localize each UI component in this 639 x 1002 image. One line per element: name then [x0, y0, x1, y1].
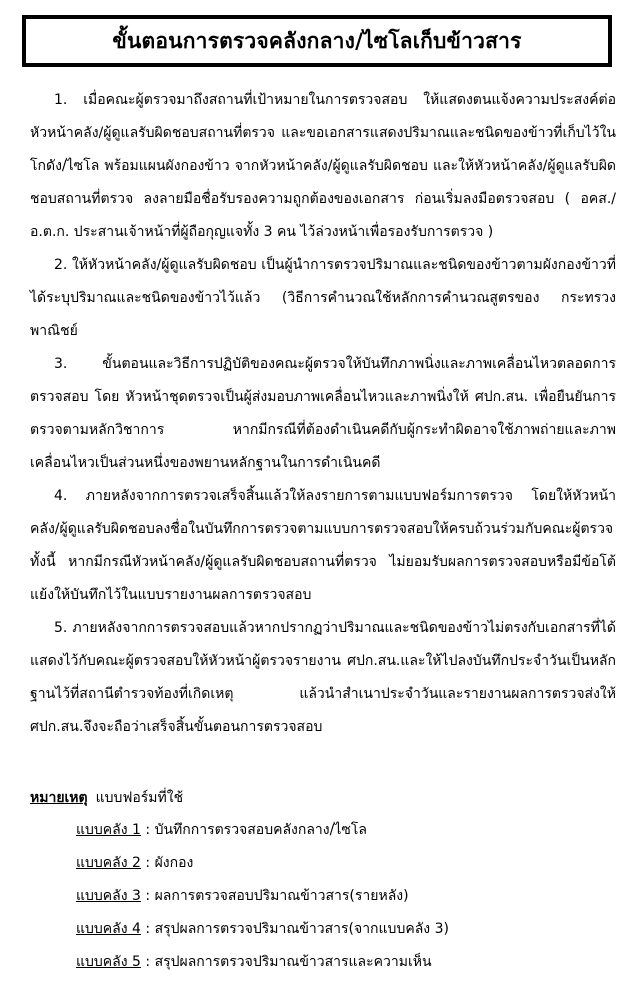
form-name: แบบคลัง 4	[76, 921, 141, 937]
form-name: แบบคลัง 1	[76, 822, 141, 838]
procedure-step-3: 3. ขั้นตอนและวิธีการปฏิบัติของคณะผู้ตรวจให้บันทึกภาพนิ่งและภาพเคลื่อนไหวตลอดการตรวจสอบ โดย หัวหน้าชุดตรวจเป็นผู้ส่งมอบภาพเคลื่อนไหวและภาพนิ่งให้ ศปก.สน. เพื่อยืนยันการตรวจตามหลักวิชาการ หากมีกรณีที่ต้องดำเนินคดีกับผู้กระทำผิดอาจใช้ภาพถ่ายและภาพเคลื่อนไหวเป็นส่วนหนึ่งของพยานหลักฐานในการดำเนินคดี	[30, 356, 616, 471]
form-description: ผังกอง	[154, 855, 194, 871]
form-name: แบบคลัง 3	[76, 888, 141, 904]
form-item	[30, 847, 616, 880]
form-item	[30, 814, 616, 847]
procedure-step-4: 4. ภายหลังจากการตรวจเสร็จสิ้นแล้วให้ลงรายการตามแบบฟอร์มการตรวจ โดยให้หัวหน้าคลัง/ผู้ดูแลรับผิดชอบลงชื่อในบันทึกการตรวจตามแบบการตรวจสอบให้ครบถ้วนร่วมกับคณะผู้ตรวจ ทั้งนี้ หากมีกรณีหัวหน้าคลัง/ผู้ดูแลรับผิดชอบสถานที่ตรวจ ไม่ยอมรับผลการตรวจสอบหรือมีข้อโต้แย้งให้บันทึกไว้ในแบบรายงานผลการตรวจสอบ	[30, 488, 616, 603]
document-title: ขั้นตอนการตรวจคลังกลาง/ไซโลเก็บข้าวสาร	[112, 28, 522, 53]
procedure-step-2: 2. ให้หัวหน้าคลัง/ผู้ดูแลรับผิดชอบ เป็นผู้นำการตรวจปริมาณและชนิดของข้าวตามผังกองข้าวที่ได้ระบุปริมาณและชนิดของข้าวไว้แล้ว (วิธีการคำนวณใช้หลักการคำนวณสูตรของ กระทรวงพาณิชย์	[30, 257, 616, 339]
procedure-step-5: 5. ภายหลังจากการตรวจสอบแล้วหากปรากฏว่าปริมาณและชนิดของข้าวไม่ตรงกับเอกสารที่ได้แสดงไว้กับคณะผู้ตรวจสอบให้หัวหน้าผู้ตรวจรายงาน ศปก.สน.และให้ไปลงบันทึกประจำวันเป็นหลักฐานไว้ที่สถานีตำรวจท้องที่เกิดเหตุ แล้วนำสำเนาประจำวันและรายงานผลการตรวจส่งให้ ศปก.สน.จึงจะถือว่าเสร็จสิ้นขั้นตอนการตรวจสอบ	[30, 620, 616, 735]
form-description: สรุปผลการตรวจปริมาณข้าวสารและความเห็น	[154, 954, 432, 970]
form-item	[30, 946, 616, 979]
form-item	[30, 913, 616, 946]
form-name: แบบคลัง 5	[76, 954, 141, 970]
procedure-step-1: 1. เมื่อคณะผู้ตรวจมาถึงสถานที่เป้าหมายในการตรวจสอบ ให้แสดงตนแจ้งความประสงค์ต่อหัวหน้าคลัง/ผู้ดูแลรับผิดชอบสถานที่ตรวจ และขอเอกสารแสดงปริมาณและชนิดของข้าวที่เก็บไว้ในโกดัง/ไซโล พร้อมแผนผังกองข้าว จากหัวหน้าคลัง/ผู้ดูแลรับผิดชอบ และให้หัวหน้าคลัง/ผู้ดูแลรับผิดชอบสถานที่ตรวจ ลงลายมือชื่อรับรองความถูกต้องของเอกสาร ก่อนเริ่มลงมือตรวจสอบ ( อคส./อ.ต.ก. ประสานเจ้าหน้าที่ผู้ถือกุญแจทั้ง 3 คน ไว้ล่วงหน้าเพื่อรองรับการตรวจ )	[30, 92, 616, 240]
procedure-body	[30, 84, 616, 744]
form-separator: :	[140, 954, 155, 970]
form-separator: :	[140, 822, 155, 838]
form-item	[30, 880, 616, 913]
form-description: สรุปผลการตรวจปริมาณข้าวสาร(จากแบบคลัง 3)	[154, 921, 449, 937]
form-description: บันทึกการตรวจสอบคลังกลาง/ไซโล	[154, 822, 367, 838]
form-separator: :	[140, 921, 155, 937]
form-separator: :	[140, 888, 155, 904]
title-box	[22, 15, 612, 67]
form-list	[30, 814, 616, 979]
form-name: แบบคลัง 2	[76, 855, 141, 871]
note-header	[30, 782, 616, 814]
note-section	[30, 782, 616, 979]
form-separator: :	[140, 855, 155, 871]
note-label: หมายเหตุ	[30, 790, 88, 806]
note-intro: แบบฟอร์มที่ใช้	[95, 790, 184, 806]
form-description: ผลการตรวจสอบปริมาณข้าวสาร(รายหลัง)	[154, 888, 409, 904]
